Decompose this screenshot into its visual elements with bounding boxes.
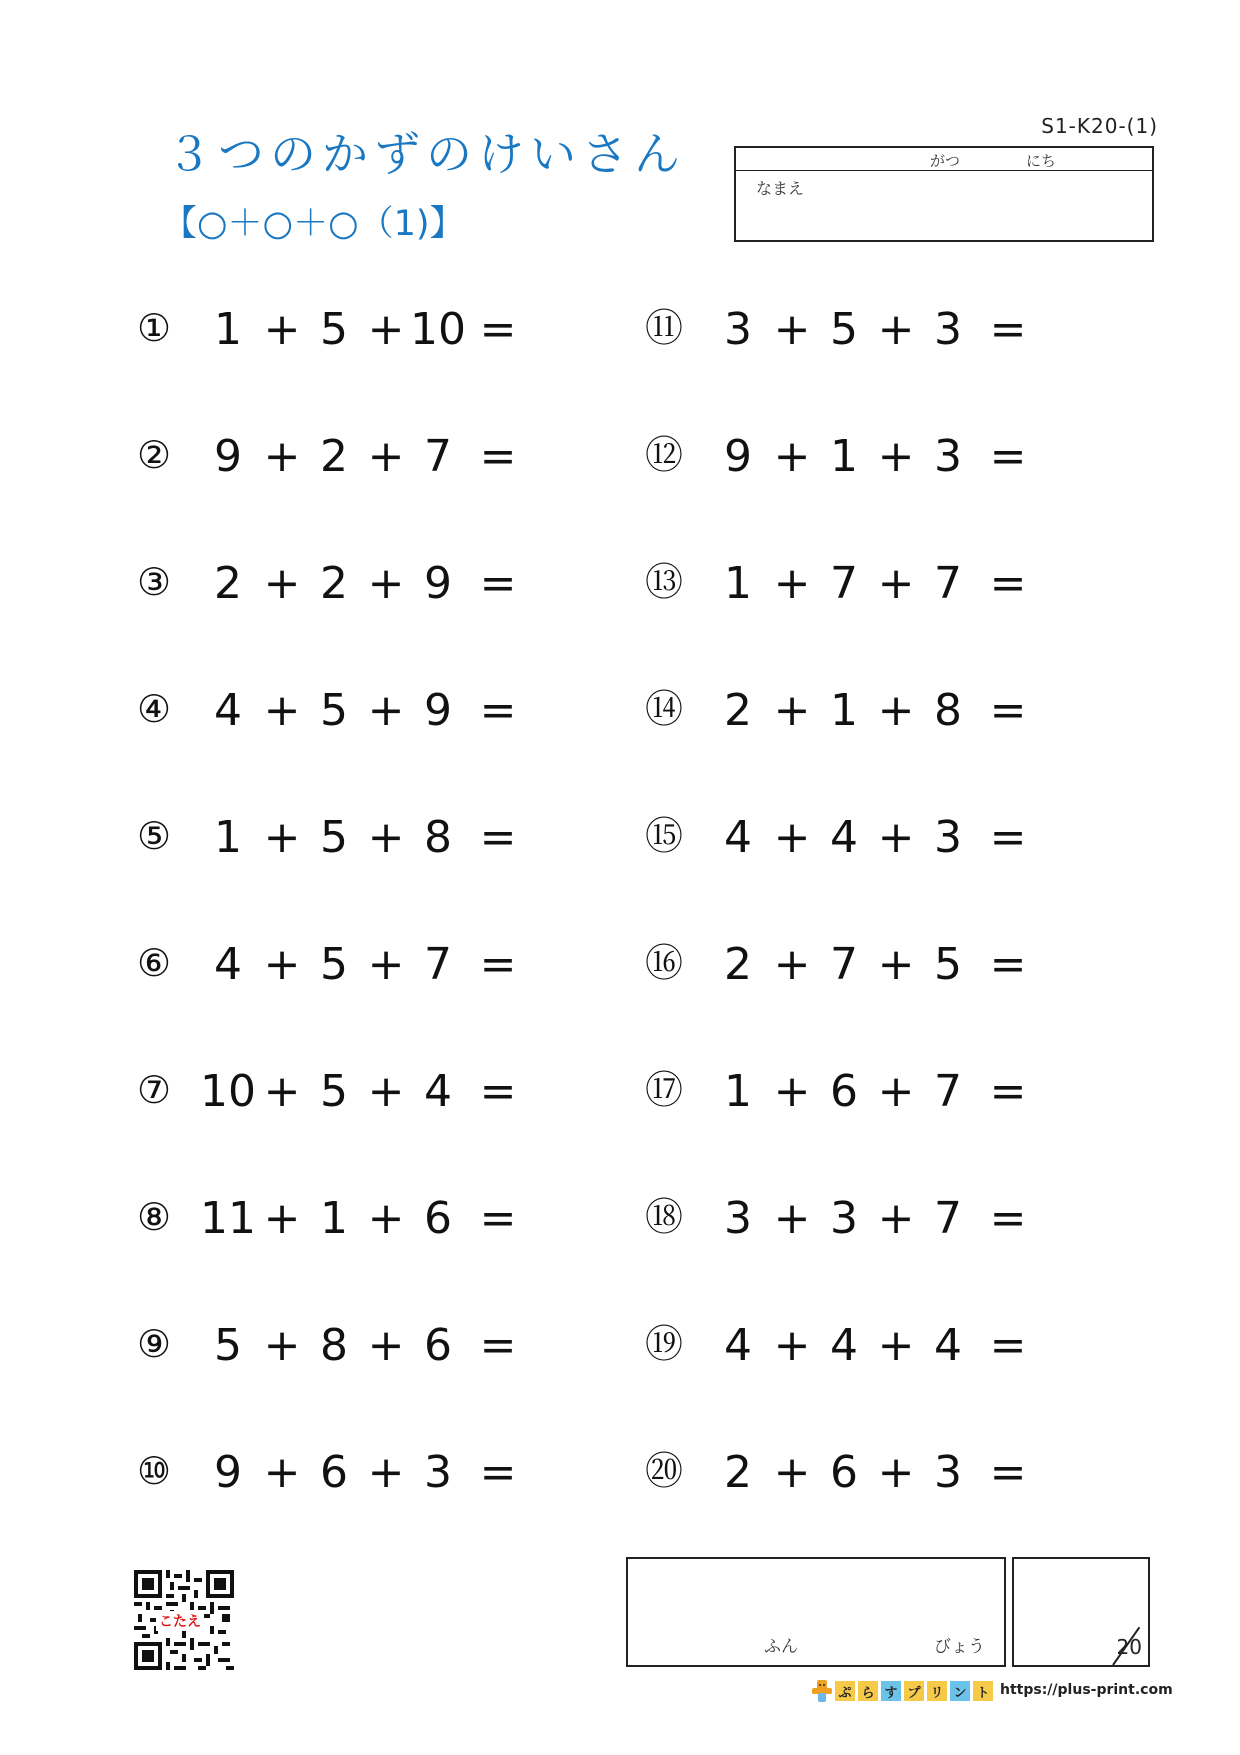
problem-item bbox=[640, 1320, 1060, 1380]
problem-number: ① bbox=[136, 306, 172, 350]
equals-sign: = bbox=[479, 558, 517, 609]
operand-b: 5 bbox=[320, 304, 348, 355]
date-row bbox=[736, 148, 1152, 171]
problem-number: ⑭ bbox=[644, 687, 683, 731]
equals-sign: = bbox=[479, 1320, 517, 1371]
problem-item bbox=[130, 1193, 550, 1253]
problem-item bbox=[130, 685, 550, 745]
plus-sign: + bbox=[367, 812, 405, 863]
plus-sign: + bbox=[263, 558, 301, 609]
operand-c: 5 bbox=[934, 939, 962, 990]
problem-item bbox=[130, 304, 550, 364]
operand-a: 4 bbox=[724, 812, 752, 863]
equals-sign: = bbox=[989, 1193, 1027, 1244]
brand-char: す bbox=[881, 1681, 901, 1701]
operand-c: 3 bbox=[424, 1447, 452, 1498]
operand-c: 8 bbox=[934, 685, 962, 736]
plus-sign: + bbox=[263, 685, 301, 736]
operand-b: 7 bbox=[830, 939, 858, 990]
operand-a: 1 bbox=[724, 1066, 752, 1117]
operand-b: 4 bbox=[830, 812, 858, 863]
score-box bbox=[1012, 1557, 1150, 1667]
operand-b: 5 bbox=[320, 1066, 348, 1117]
problem-item bbox=[130, 558, 550, 618]
problem-number: ⑯ bbox=[644, 941, 683, 985]
operand-a: 2 bbox=[214, 558, 242, 609]
plus-sign: + bbox=[263, 304, 301, 355]
plus-sign: + bbox=[773, 1066, 811, 1117]
equals-sign: = bbox=[479, 685, 517, 736]
plus-sign: + bbox=[877, 558, 915, 609]
problem-number: ② bbox=[136, 433, 172, 477]
operand-a: 1 bbox=[724, 558, 752, 609]
problem-item bbox=[640, 304, 1060, 364]
operand-c: 8 bbox=[424, 812, 452, 863]
problem-number: ⑤ bbox=[136, 814, 172, 858]
operand-b: 2 bbox=[320, 558, 348, 609]
operand-b: 6 bbox=[830, 1066, 858, 1117]
operand-a: 11 bbox=[200, 1193, 256, 1244]
plus-sign: + bbox=[367, 1320, 405, 1371]
plus-sign: + bbox=[877, 1320, 915, 1371]
problem-item bbox=[640, 1066, 1060, 1126]
name-date-box bbox=[734, 146, 1154, 242]
plus-sign: + bbox=[263, 431, 301, 482]
brand-char: ぷ bbox=[835, 1681, 855, 1701]
plus-sign: + bbox=[877, 1066, 915, 1117]
operand-c: 3 bbox=[934, 1447, 962, 1498]
plus-sign: + bbox=[367, 558, 405, 609]
problem-number: ⑲ bbox=[644, 1322, 683, 1366]
operand-b: 1 bbox=[320, 1193, 348, 1244]
plus-sign: + bbox=[773, 812, 811, 863]
operand-a: 4 bbox=[214, 939, 242, 990]
operand-a: 4 bbox=[214, 685, 242, 736]
problem-number: ⑩ bbox=[136, 1449, 172, 1493]
problem-number: ⑧ bbox=[136, 1195, 172, 1239]
operand-c: 7 bbox=[934, 1193, 962, 1244]
equals-sign: = bbox=[479, 1193, 517, 1244]
equals-sign: = bbox=[989, 812, 1027, 863]
equals-sign: = bbox=[479, 1066, 517, 1117]
brand-char: プ bbox=[904, 1681, 924, 1701]
problem-number: ⑮ bbox=[644, 814, 683, 858]
operand-c: 9 bbox=[424, 685, 452, 736]
problem-number: ③ bbox=[136, 560, 172, 604]
equals-sign: = bbox=[989, 685, 1027, 736]
operand-c: 9 bbox=[424, 558, 452, 609]
plus-sign: + bbox=[877, 685, 915, 736]
operand-b: 5 bbox=[830, 304, 858, 355]
operand-a: 2 bbox=[724, 1447, 752, 1498]
problem-item bbox=[640, 685, 1060, 745]
plus-sign: + bbox=[773, 1320, 811, 1371]
plus-sign: + bbox=[263, 939, 301, 990]
operand-c: 3 bbox=[934, 304, 962, 355]
equals-sign: = bbox=[989, 431, 1027, 482]
operand-a: 9 bbox=[214, 1447, 242, 1498]
time-box bbox=[626, 1557, 1006, 1667]
answer-qr-label: こたえ bbox=[156, 1611, 204, 1631]
operand-a: 10 bbox=[200, 1066, 256, 1117]
equals-sign: = bbox=[989, 558, 1027, 609]
operand-c: 4 bbox=[424, 1066, 452, 1117]
brand-char: ト bbox=[973, 1681, 993, 1701]
score-total: 20 bbox=[1116, 1635, 1142, 1659]
operand-a: 2 bbox=[724, 939, 752, 990]
operand-b: 5 bbox=[320, 685, 348, 736]
operand-a: 2 bbox=[724, 685, 752, 736]
plus-sign: + bbox=[877, 1447, 915, 1498]
equals-sign: = bbox=[989, 1447, 1027, 1498]
plus-sign: + bbox=[367, 1066, 405, 1117]
plus-sign: + bbox=[877, 939, 915, 990]
month-label: がつ bbox=[930, 152, 961, 170]
site-url[interactable]: https://plus-print.com bbox=[1000, 1682, 1173, 1698]
problem-item bbox=[130, 1320, 550, 1380]
plus-sign: + bbox=[367, 685, 405, 736]
problem-number: ⑨ bbox=[136, 1322, 172, 1366]
problem-item bbox=[640, 1447, 1060, 1507]
operand-b: 2 bbox=[320, 431, 348, 482]
problem-item bbox=[130, 939, 550, 999]
operand-c: 10 bbox=[410, 304, 466, 355]
problem-item bbox=[130, 431, 550, 491]
operand-b: 3 bbox=[830, 1193, 858, 1244]
plus-sign: + bbox=[263, 1193, 301, 1244]
problem-number: ④ bbox=[136, 687, 172, 731]
problem-item bbox=[130, 812, 550, 872]
operand-b: 4 bbox=[830, 1320, 858, 1371]
operand-c: 7 bbox=[934, 558, 962, 609]
plus-sign: + bbox=[877, 304, 915, 355]
plus-sign: + bbox=[367, 431, 405, 482]
operand-a: 1 bbox=[214, 304, 242, 355]
problem-number: ⑪ bbox=[644, 306, 683, 350]
plus-sign: + bbox=[773, 558, 811, 609]
plus-sign: + bbox=[263, 1447, 301, 1498]
day-label: にち bbox=[1026, 152, 1057, 170]
operand-a: 3 bbox=[724, 304, 752, 355]
equals-sign: = bbox=[989, 939, 1027, 990]
mascot-icon bbox=[812, 1680, 832, 1702]
plus-sign: + bbox=[263, 812, 301, 863]
operand-b: 6 bbox=[320, 1447, 348, 1498]
brand-wordmark bbox=[835, 1681, 993, 1701]
minutes-label: ふん bbox=[764, 1637, 798, 1657]
operand-b: 8 bbox=[320, 1320, 348, 1371]
equals-sign: = bbox=[479, 1447, 517, 1498]
brand-char: リ bbox=[927, 1681, 947, 1701]
worksheet-code: S1-K20-(1) bbox=[1041, 114, 1158, 138]
brand-char: ら bbox=[858, 1681, 878, 1701]
page-subtitle: 【○＋○＋○（1)】 bbox=[162, 204, 465, 244]
operand-c: 4 bbox=[934, 1320, 962, 1371]
operand-b: 5 bbox=[320, 939, 348, 990]
problem-item bbox=[640, 1193, 1060, 1253]
plus-sign: + bbox=[773, 685, 811, 736]
plus-sign: + bbox=[773, 939, 811, 990]
plus-sign: + bbox=[877, 1193, 915, 1244]
problem-number: ⑦ bbox=[136, 1068, 172, 1112]
problem-item bbox=[640, 812, 1060, 872]
problem-item bbox=[640, 939, 1060, 999]
plus-sign: + bbox=[773, 1447, 811, 1498]
problem-number: ⑱ bbox=[644, 1195, 683, 1239]
operand-c: 7 bbox=[424, 939, 452, 990]
problem-number: ⑰ bbox=[644, 1068, 683, 1112]
seconds-label: びょう bbox=[934, 1637, 985, 1657]
problem-item bbox=[130, 1066, 550, 1126]
name-label: なまえ bbox=[756, 179, 805, 198]
brand-logo bbox=[812, 1680, 993, 1702]
problem-number: ⑥ bbox=[136, 941, 172, 985]
operand-c: 6 bbox=[424, 1320, 452, 1371]
operand-a: 3 bbox=[724, 1193, 752, 1244]
equals-sign: = bbox=[989, 304, 1027, 355]
equals-sign: = bbox=[479, 812, 517, 863]
problem-number: ⑫ bbox=[644, 433, 683, 477]
plus-sign: + bbox=[367, 939, 405, 990]
operand-c: 7 bbox=[424, 431, 452, 482]
brand-char: ン bbox=[950, 1681, 970, 1701]
operand-a: 4 bbox=[724, 1320, 752, 1371]
problem-item bbox=[640, 558, 1060, 618]
operand-c: 7 bbox=[934, 1066, 962, 1117]
operand-b: 5 bbox=[320, 812, 348, 863]
plus-sign: + bbox=[773, 431, 811, 482]
problem-number: ⑬ bbox=[644, 560, 683, 604]
operand-c: 3 bbox=[934, 812, 962, 863]
operand-a: 9 bbox=[724, 431, 752, 482]
operand-a: 1 bbox=[214, 812, 242, 863]
plus-sign: + bbox=[367, 1193, 405, 1244]
plus-sign: + bbox=[263, 1066, 301, 1117]
plus-sign: + bbox=[367, 304, 405, 355]
equals-sign: = bbox=[479, 431, 517, 482]
operand-c: 6 bbox=[424, 1193, 452, 1244]
problem-number: ⑳ bbox=[644, 1449, 683, 1493]
operand-b: 1 bbox=[830, 431, 858, 482]
plus-sign: + bbox=[263, 1320, 301, 1371]
plus-sign: + bbox=[877, 431, 915, 482]
problem-item bbox=[130, 1447, 550, 1507]
plus-sign: + bbox=[367, 1447, 405, 1498]
problem-item bbox=[640, 431, 1060, 491]
equals-sign: = bbox=[479, 939, 517, 990]
page-title: ３つのかずのけいさん bbox=[166, 127, 686, 181]
operand-b: 1 bbox=[830, 685, 858, 736]
equals-sign: = bbox=[989, 1066, 1027, 1117]
equals-sign: = bbox=[989, 1320, 1027, 1371]
operand-a: 9 bbox=[214, 431, 242, 482]
plus-sign: + bbox=[877, 812, 915, 863]
operand-c: 3 bbox=[934, 431, 962, 482]
operand-a: 5 bbox=[214, 1320, 242, 1371]
operand-b: 7 bbox=[830, 558, 858, 609]
equals-sign: = bbox=[479, 304, 517, 355]
plus-sign: + bbox=[773, 304, 811, 355]
operand-b: 6 bbox=[830, 1447, 858, 1498]
plus-sign: + bbox=[773, 1193, 811, 1244]
